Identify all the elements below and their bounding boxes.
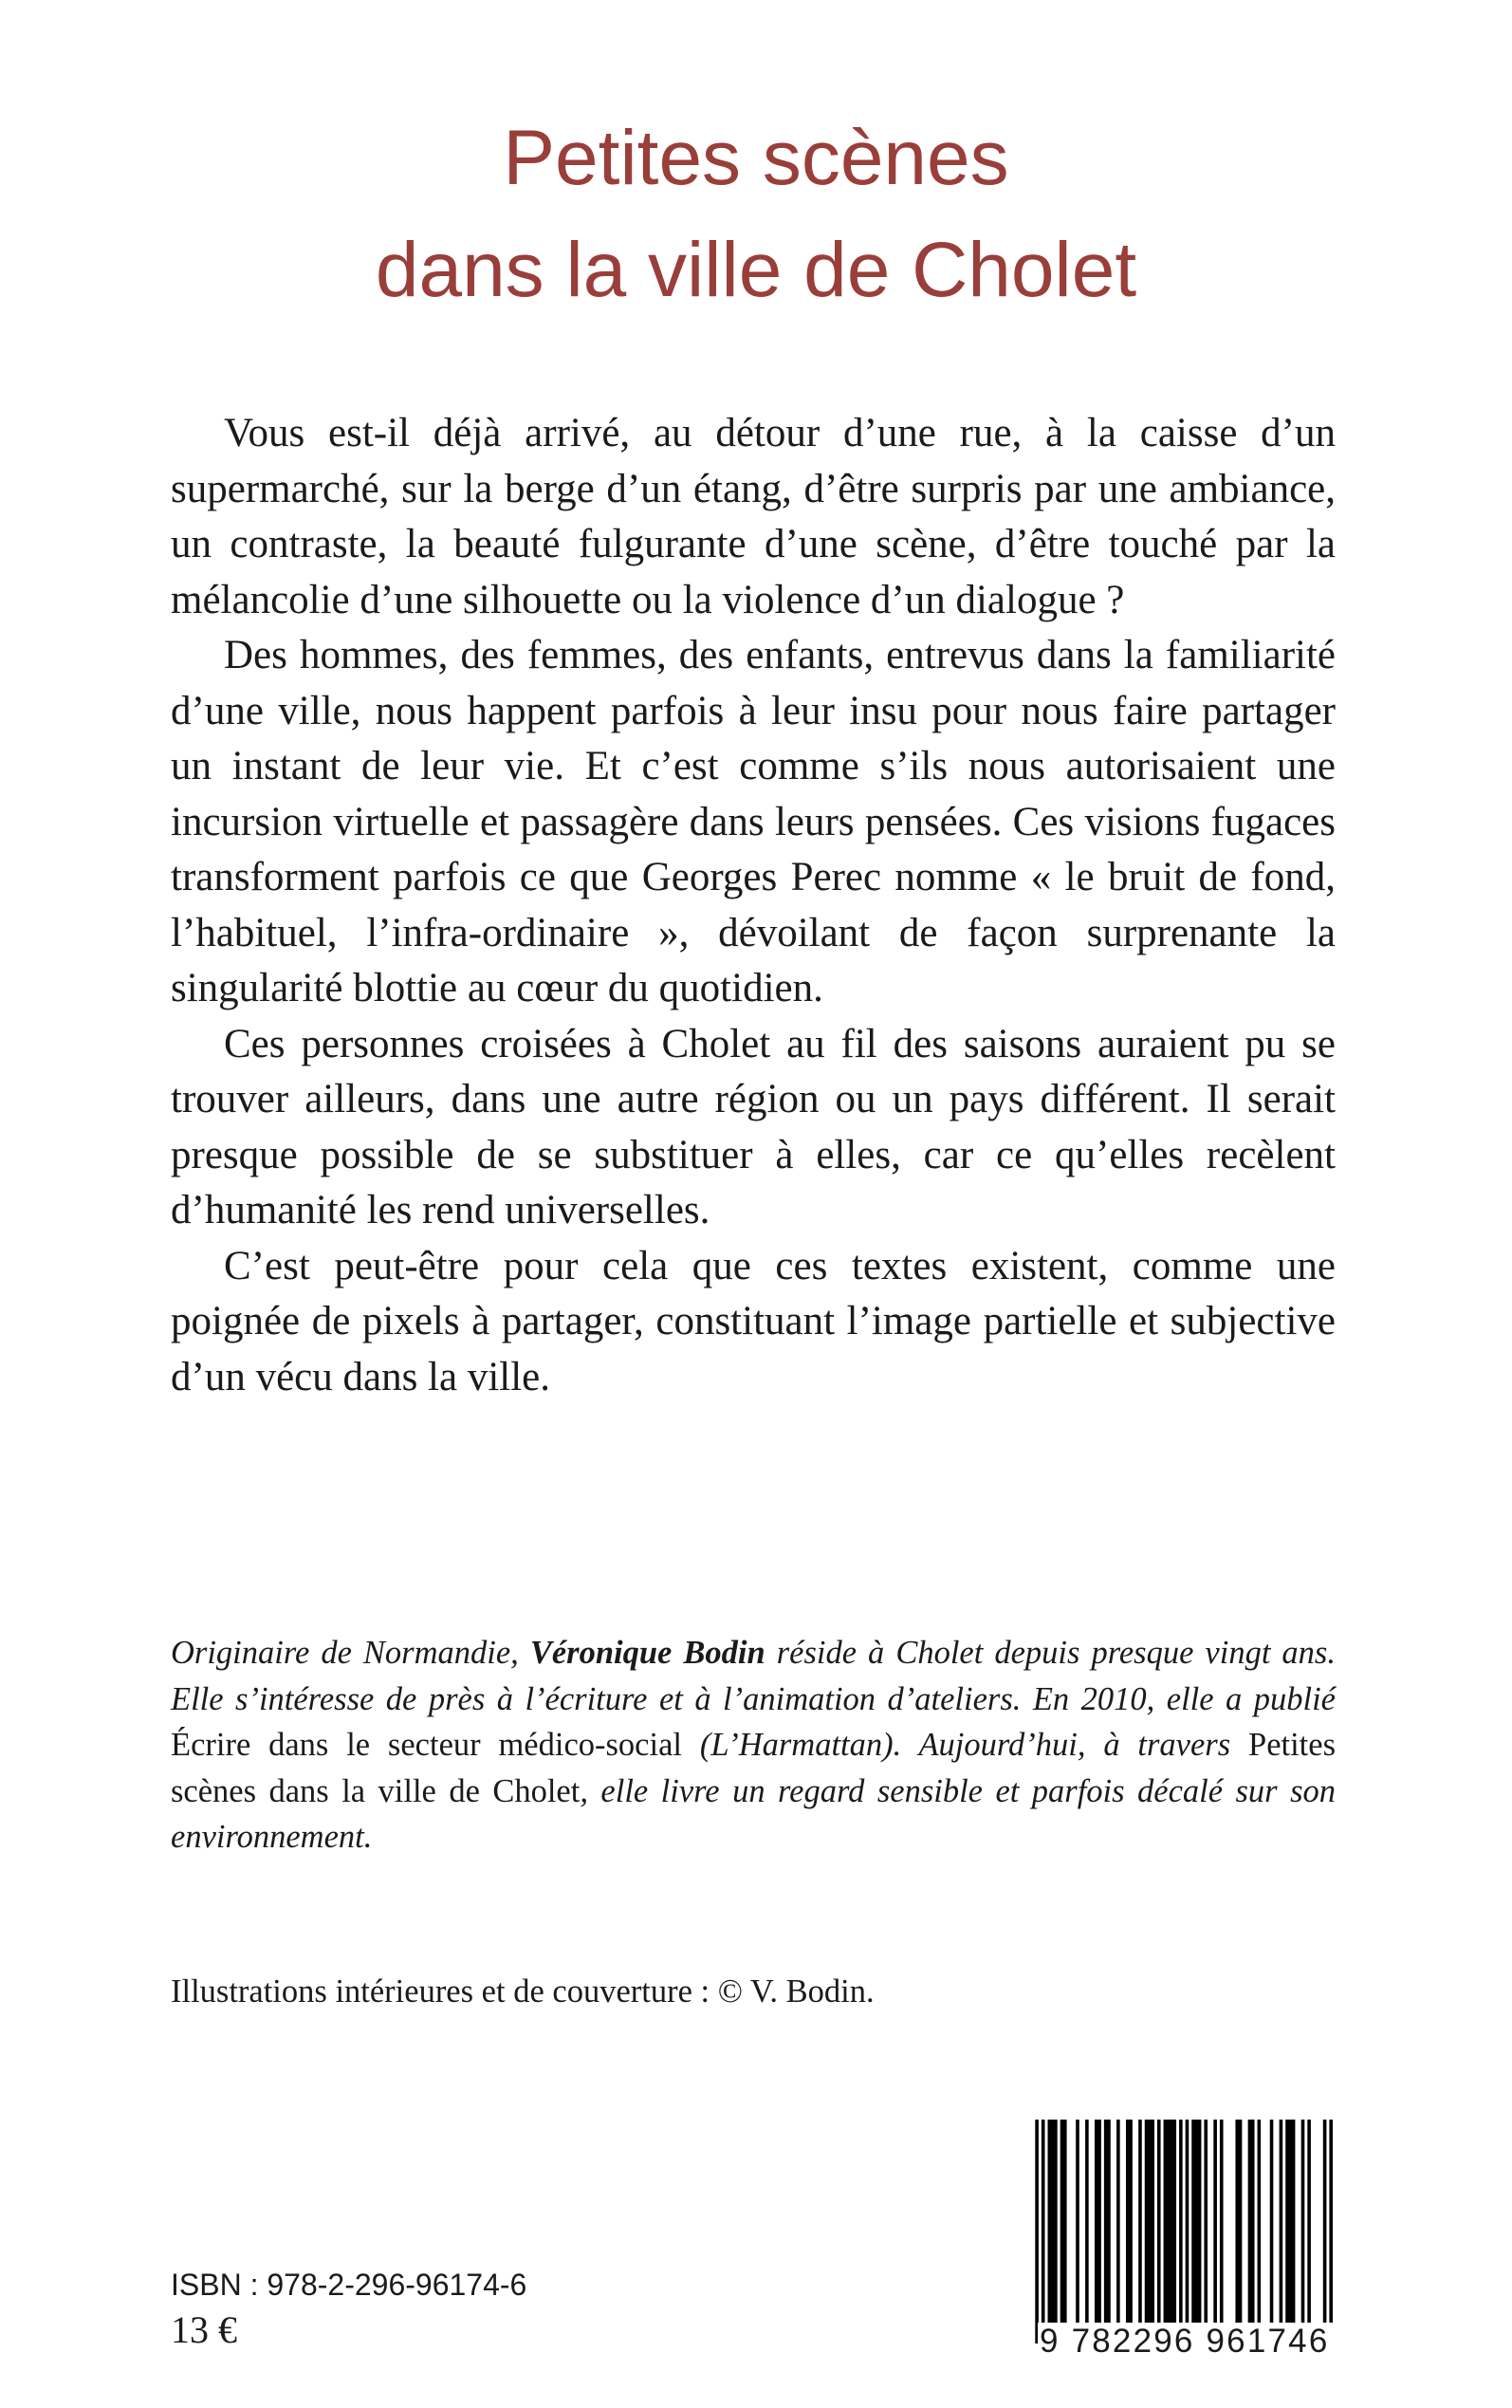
barcode-bars-icon bbox=[1032, 2120, 1336, 2347]
barcode-bar bbox=[1323, 2120, 1327, 2343]
barcode-bar bbox=[1195, 2120, 1199, 2323]
barcode-bar bbox=[1270, 2120, 1274, 2323]
barcode-bar bbox=[1164, 2120, 1168, 2323]
barcode-bar bbox=[1329, 2120, 1333, 2343]
barcode-bar bbox=[1251, 2120, 1255, 2323]
price: 13 € bbox=[171, 2308, 237, 2351]
barcode-bar bbox=[1248, 2120, 1252, 2323]
author-bio bbox=[171, 1630, 1336, 1861]
author-name: Véronique Bodin bbox=[529, 1635, 765, 1671]
bio-book-title-2: Petites scènes dans la ville de Cholet bbox=[171, 1727, 1337, 1809]
barcode-bar bbox=[1280, 2120, 1283, 2323]
barcode-bar bbox=[1172, 2120, 1176, 2323]
title-line-1: Petites scènes bbox=[503, 115, 1009, 201]
barcode-bar bbox=[1097, 2120, 1101, 2323]
barcode-bar bbox=[1289, 2120, 1293, 2323]
barcode-bar bbox=[1116, 2120, 1120, 2323]
barcode-digits: 9 782296 961746 bbox=[1038, 2323, 1337, 2361]
barcode-bar bbox=[1204, 2120, 1208, 2323]
barcode-bar bbox=[1138, 2120, 1142, 2323]
barcode-bar bbox=[1301, 2120, 1305, 2323]
barcode-bar bbox=[1292, 2120, 1296, 2323]
barcode-bar bbox=[1235, 2120, 1239, 2323]
barcode-bar bbox=[1085, 2120, 1089, 2323]
isbn: ISBN : 978-2-296-96174-6 bbox=[171, 2268, 527, 2302]
blurb-paragraph-2: Des hommes, des femmes, des enfants, entrevus dans la familiarité d’une ville, nous happent parfois à leur insu pour nous faire partager un instant de leur vie. Et c’est comme s’ils nous autorisaient une incursion virtuelle et passagère dans leurs pensées. Ces visions fugaces transforment parfois ce que Georges Perec nomme « le bruit de fond, l’habituel, l’infra-ordinaire », dévoilant de façon surprenante la singularité blottie au cœur du quotidien. bbox=[171, 633, 1336, 1010]
bio-text-3: (L’Harmattan). Aujourd’hui, à travers bbox=[681, 1727, 1249, 1763]
barcode-bar bbox=[1285, 2120, 1289, 2323]
barcode-bar bbox=[1095, 2120, 1098, 2323]
barcode-bar bbox=[1307, 2120, 1311, 2323]
barcode-bar bbox=[1060, 2120, 1064, 2323]
barcode-bar bbox=[1063, 2120, 1067, 2323]
barcode-bar bbox=[1126, 2120, 1130, 2323]
bio-text-2: réside à Cholet depuis presque vingt ans. Elle s’intéresse de près à l’écriture et à l’animation d’ateliers. En 2010, elle a publié bbox=[171, 1635, 1336, 1717]
barcode-bar bbox=[1191, 2120, 1195, 2323]
barcode-bar bbox=[1145, 2120, 1149, 2323]
barcode-bar bbox=[1051, 2120, 1055, 2323]
barcode-bar bbox=[1167, 2120, 1171, 2323]
barcode-bar bbox=[1047, 2120, 1051, 2323]
barcode-bar bbox=[1186, 2120, 1189, 2343]
barcode-bar bbox=[1148, 2120, 1152, 2323]
barcode-bar bbox=[1054, 2120, 1058, 2323]
bio-book-title-1: Écrire dans le secteur médico-social bbox=[171, 1727, 682, 1763]
blurb bbox=[171, 406, 1336, 1405]
barcode-bar bbox=[1179, 2120, 1183, 2343]
barcode-bar bbox=[1107, 2120, 1111, 2323]
barcode-bar bbox=[1239, 2120, 1243, 2323]
barcode-bar bbox=[1035, 2120, 1039, 2343]
barcode bbox=[1032, 2120, 1336, 2347]
barcode-bar bbox=[1157, 2120, 1161, 2323]
book-title bbox=[0, 102, 1512, 326]
bio-text-4: , elle livre un regard sensible et parfois décalé sur son environnement. bbox=[171, 1772, 1336, 1855]
title-line-2: dans la ville de Cholet bbox=[375, 227, 1137, 313]
barcode-bar bbox=[1076, 2120, 1079, 2323]
barcode-bar bbox=[1213, 2120, 1217, 2323]
barcode-bar bbox=[1042, 2120, 1045, 2343]
blurb-paragraph-3: Ces personnes croisées à Cholet au fil des saisons auraient pu se trouver ailleurs, dans une autre région ou un pays différent. Il serait presque possible de se substituer à elles, car ce qu’elles recèlent d’humanité les rend universelles. bbox=[171, 1021, 1336, 1232]
blurb-paragraph-4: C’est peut-être pour cela que ces textes existent, comme une poignée de pixels à partager, constituant l’image partielle et subjective d’un vécu dans la ville. bbox=[171, 1243, 1336, 1399]
illustration-credits: Illustrations intérieures et de couverture : © V. Bodin. bbox=[171, 1973, 875, 2010]
barcode-bar bbox=[1170, 2120, 1173, 2323]
barcode-bar bbox=[1198, 2120, 1202, 2323]
barcode-bar bbox=[1258, 2120, 1262, 2323]
bio-text-1: Originaire de Normandie, bbox=[171, 1635, 530, 1671]
blurb-paragraph-1: Vous est-il déjà arrivé, au détour d’une rue, à la caisse d’un supermarché, sur la berge d’un étang, d’être surpris par une ambiance, un contraste, la beauté fulgurante d’une scène, d’être touché par la mélancolie d’une silhouette ou la violence d’un dialogue ? bbox=[171, 411, 1336, 622]
barcode-bar bbox=[1104, 2120, 1108, 2323]
barcode-bar bbox=[1129, 2120, 1133, 2323]
barcode-bar bbox=[1151, 2120, 1154, 2323]
barcode-bar bbox=[1220, 2120, 1224, 2323]
